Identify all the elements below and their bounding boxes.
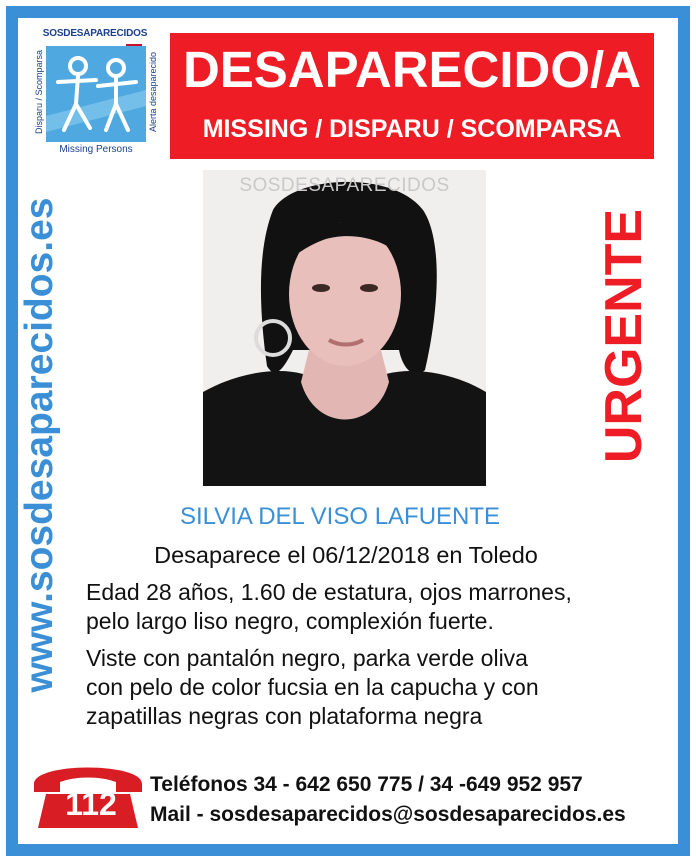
missing-date-location: Desaparece el 06/12/2018 en Toledo [154, 542, 538, 568]
urgent-vertical-text: URGENTE [595, 208, 653, 464]
contact-phones: Teléfonos 34 - 642 650 775 / 34 -649 952 957 [150, 773, 583, 796]
logo-right-text: Alerta desaparecido [148, 51, 158, 133]
description-line: pelo largo liso negro, complexión fuerte. [86, 608, 494, 634]
logo-figures-icon [46, 46, 146, 142]
banner-title: DESAPARECIDO/A [182, 41, 642, 98]
logo-top-text: SOSDESAPARECIDOS [42, 28, 148, 39]
portrait-illustration [203, 170, 486, 486]
sosdesaparecidos-logo [30, 28, 162, 158]
contact-email: Mail - sosdesaparecidos@sosdesaparecidos.es [150, 803, 626, 826]
clothing-description [86, 644, 666, 731]
clothes-line: con pelo de color fucsia en la capucha y con [86, 674, 539, 700]
missing-person-photo [203, 170, 486, 486]
physical-description [86, 578, 666, 636]
photo-watermark: SOSDESAPARECIDOS [239, 175, 450, 196]
clothes-line: Viste con pantalón negro, parka verde oliva [86, 645, 528, 671]
person-name: SILVIA DEL VISO LAFUENTE [179, 503, 501, 530]
header-banner [170, 33, 654, 159]
description-line: Edad 28 años, 1.60 de estatura, ojos marrones, [86, 579, 572, 605]
clothes-line: zapatillas negras con plataforma negra [86, 703, 483, 729]
emergency-number: 112 [65, 786, 117, 822]
logo-left-text: Disparu / Scomparsa [34, 49, 44, 135]
logo-bottom-text: Missing Persons [59, 144, 133, 155]
website-vertical-text: www.sosdesaparecidos.es [18, 197, 61, 693]
banner-subtitle: MISSING / DISPARU / SCOMPARSA [202, 115, 622, 143]
